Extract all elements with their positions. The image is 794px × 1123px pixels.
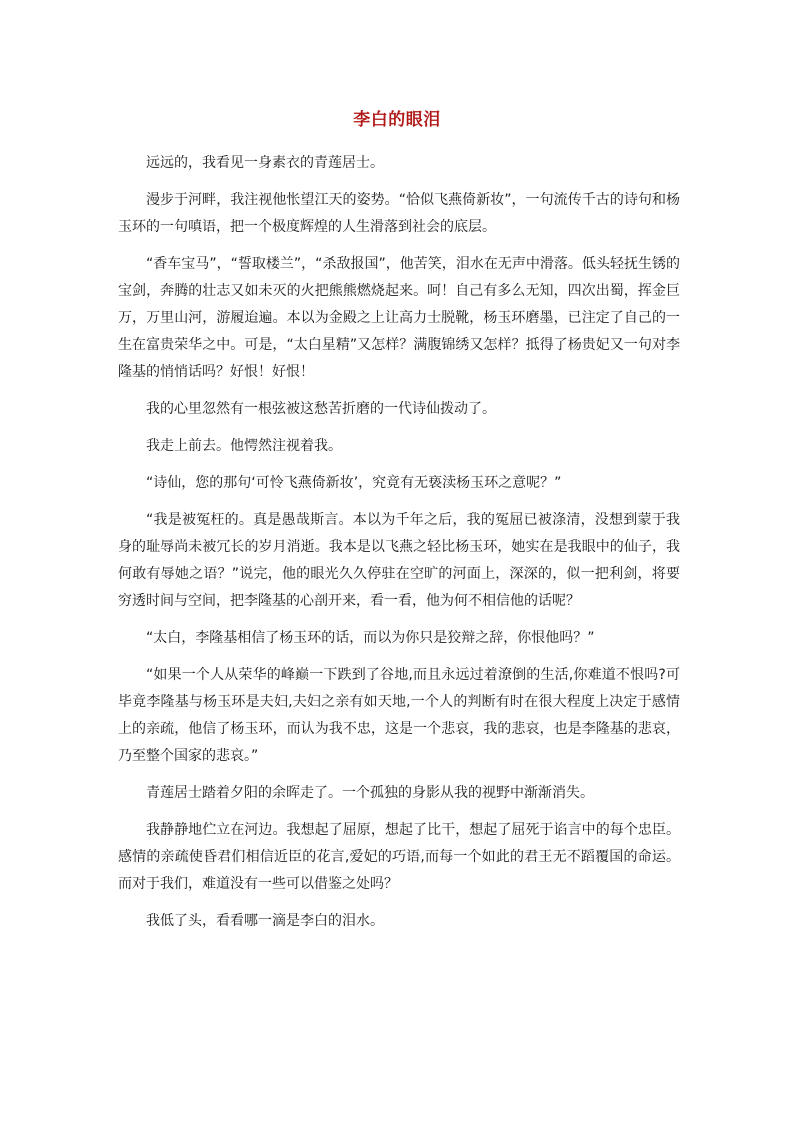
document-body xyxy=(118,150,680,945)
document-title: 李白的眼泪 xyxy=(353,110,441,130)
paragraph: “太白，李隆基相信了杨玉环的话，而以为你只是狡辩之辞，你恨他吗？” xyxy=(146,630,595,646)
paragraph: “如果一个人从荣华的峰巅一下跌到了谷地,而且永远过着潦倒的生活,你难道不恨吗?可毕竟李隆基与杨玉环是夫妇,夫妇之亲有如天地,一个人的判断有时在很大程度上决定于感情上的亲疏，他信了杨玉环，而认为我不忠，这是一个悲哀，我的悲哀，也是李隆基的悲哀，乃至整个国家的悲哀。” xyxy=(118,667,680,764)
paragraph: 青莲居士踏着夕阳的余晖走了。一个孤独的身影从我的视野中渐渐消失。 xyxy=(146,785,594,801)
paragraph: 我走上前去。他愕然注视着我。 xyxy=(146,438,342,454)
paragraph: 我静静地伫立在河边。我想起了屈原，想起了比干，想起了屈死于谄言中的每个忠臣。感情的亲疏使昏君们相信近臣的花言,爱妃的巧语,而每一个如此的君王无不蹈覆国的命运。而对于我们，难道没有一些可以借鉴之处吗？ xyxy=(118,822,680,892)
paragraph: 我的心里忽然有一根弦被这愁苦折磨的一代诗仙拨动了。 xyxy=(146,401,496,417)
paragraph: “诗仙，您的那句‘可怜飞燕倚新妆’，究竟有无亵渎杨玉环之意呢？” xyxy=(146,475,562,491)
paragraph: “我是被冤枉的。真是愚哉斯言。本以为千年之后，我的冤屈已被涤清，没想到蒙于我身的耻辱尚未被冗长的岁月消逝。我本是以飞燕之轻比杨玉环，她实在是我眼中的仙子，我何敢有辱她之语？”说完，他的眼光久久停驻在空旷的河面上，深深的，似一把利剑，将要穷透时间与空间，把李隆基的心剖开来，看一看，他为何不相信他的话呢？ xyxy=(118,512,680,609)
paragraph: 远远的，我看见一身素衣的青莲居士。 xyxy=(146,155,384,171)
paragraph: 漫步于河畔，我注视他怅望江天的姿势。“恰似飞燕倚新妆”，一句流传千古的诗句和杨玉环的一句嗔语，把一个极度辉煌的人生滑落到社会的底层。 xyxy=(118,192,680,235)
paragraph: 我低了头，看看哪一滴是李白的泪水。 xyxy=(146,913,384,929)
paragraph: “香车宝马”，“誓取楼兰”，“杀敌报国”，他苦笑，泪水在无声中滑落。低头轻抚生锈的宝剑，奔腾的壮志又如未灭的火把熊熊燃烧起来。呵！自己有多么无知，四次出蜀，挥金巨万，万里山河，游履迨遍。本以为金殿之上让高力士脱靴，杨玉环磨墨，已注定了自己的一生在富贵荣华之中。可是，“太白星精”又怎样？满腹锦绣又怎样？抵得了杨贵妃又一句对李隆基的悄悄话吗？好恨！好恨！ xyxy=(118,256,680,380)
